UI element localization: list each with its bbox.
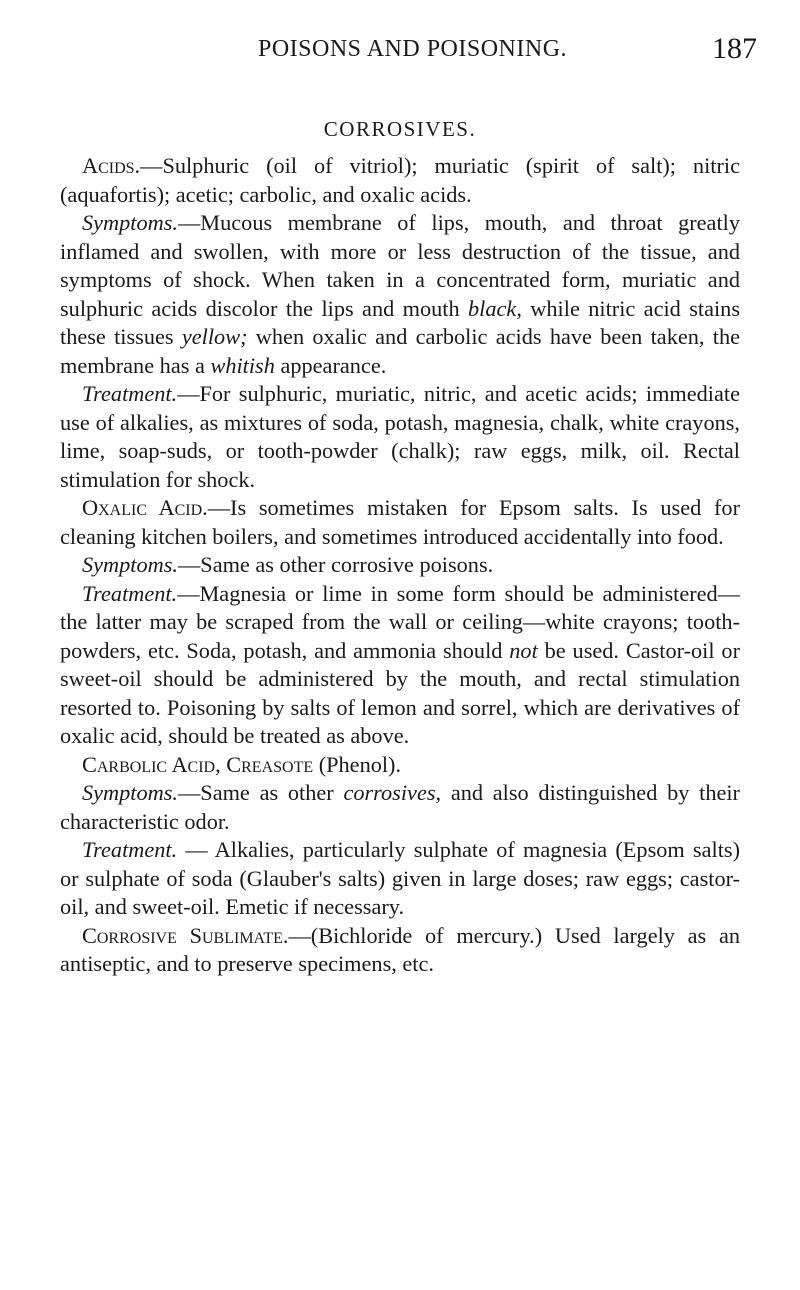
paragraph-oxalic [60,494,740,551]
paragraph-text: —Same as other [178,780,344,805]
paragraph-carbolic-symptoms [60,779,740,836]
paragraph-text: —Same as other corrosive poisons. [178,552,494,577]
paragraph-acids-symptoms [60,209,740,380]
paragraph-text: , and also distinguished by their characteristic odor. [60,780,740,834]
section-title: CORROSIVES. [323,117,477,141]
label-treatment: Treatment. [82,381,178,406]
paragraph-text: —Magnesia or lime in some form should be administered—the latter may be scraped from the wall or ceiling—white crayons; tooth-powders, etc. Soda, potash, and ammonia should [60,580,740,663]
paragraph-text: (Phenol). [313,751,402,777]
entry-heading-carbolic-acid: Carbolic Acid, Creasote [82,751,314,777]
paragraph-text: —Mucous membrane of lips, mouth, and throat greatly inflamed and swollen, with more or less destruction of the tissue, and symptoms of shock. When taken in a concentrated form, muriatic and sulphuric acids discolor the lips and mouth [60,210,740,321]
label-symptoms: Symptoms. [82,210,178,235]
emphasis-black: black [468,295,517,321]
paragraph-text: —Is sometimes mistaken for Epsom salts. Is used for cleaning kitchen boilers, and sometimes introduced accidentally into food. [60,495,740,549]
paragraph-oxalic-treatment [60,580,740,751]
label-treatment: Treatment. [82,837,178,862]
page-number: 187 [712,32,757,65]
entry-heading-acids: Acids. [82,153,141,178]
paragraph-text: be used. Castor-oil or sweet-oil should be administered by the mouth, and rectal stimulation resorted to. Poisoning by salts of lemon and sorrel, which are derivatives of oxalic acid, should be treated as above. [60,637,741,748]
emphasis-whitish: whitish [210,352,275,378]
paragraph-text: —(Bichloride of mercury.) Used largely as an antiseptic, and to preserve specimens, etc. [60,922,741,976]
running-title: POISONS AND POISONING. [258,36,568,62]
paragraph-oxalic-symptoms [60,551,740,580]
body-text [60,152,740,979]
paragraph-sublimate [60,922,740,979]
paragraph-text: when oxalic and carbolic acids have been taken, the membrane has a [60,324,740,378]
paragraph-text: — Alkalies, particularly sulphate of magnesia (Epsom salts) or sulphate of soda (Glauber's salts) given in large doses; raw eggs; castor-oil, and sweet-oil. Emetic if necessary. [60,837,740,919]
emphasis-not: not [509,637,538,663]
label-symptoms: Symptoms. [82,552,178,577]
entry-heading-corrosive-sublimate: Corrosive Sublimate. [82,922,289,948]
entry-heading-oxalic-acid: Oxalic Acid. [82,495,208,520]
paragraph-acids-treatment [60,380,740,494]
running-head [0,32,800,70]
paragraph-text: , while nitric acid stains these tissues [60,295,740,349]
emphasis-corrosives: corrosives [343,780,436,805]
paragraph-text: —For sulphuric, muriatic, nitric, and acetic acids; immediate use of alkalies, as mixtures of soda, potash, magnesia, chalk, white crayons, lime, soap-suds, or tooth-powder (chalk); raw eggs, milk, oil. Rectal stimulation for shock. [60,381,740,492]
label-symptoms: Symptoms. [82,780,178,805]
paragraph-acids [60,152,740,209]
label-treatment: Treatment. [82,580,178,606]
emphasis-yellow: yellow; [181,324,248,349]
paragraph-carbolic [60,751,740,780]
paragraph-carbolic-treatment [60,836,740,922]
paragraph-text: appearance. [274,352,387,378]
paragraph-text: —Sulphuric (oil of vitriol); muriatic (spirit of salt); nitric (aquafortis); acetic; carbolic, and oxalic acids. [60,153,740,207]
